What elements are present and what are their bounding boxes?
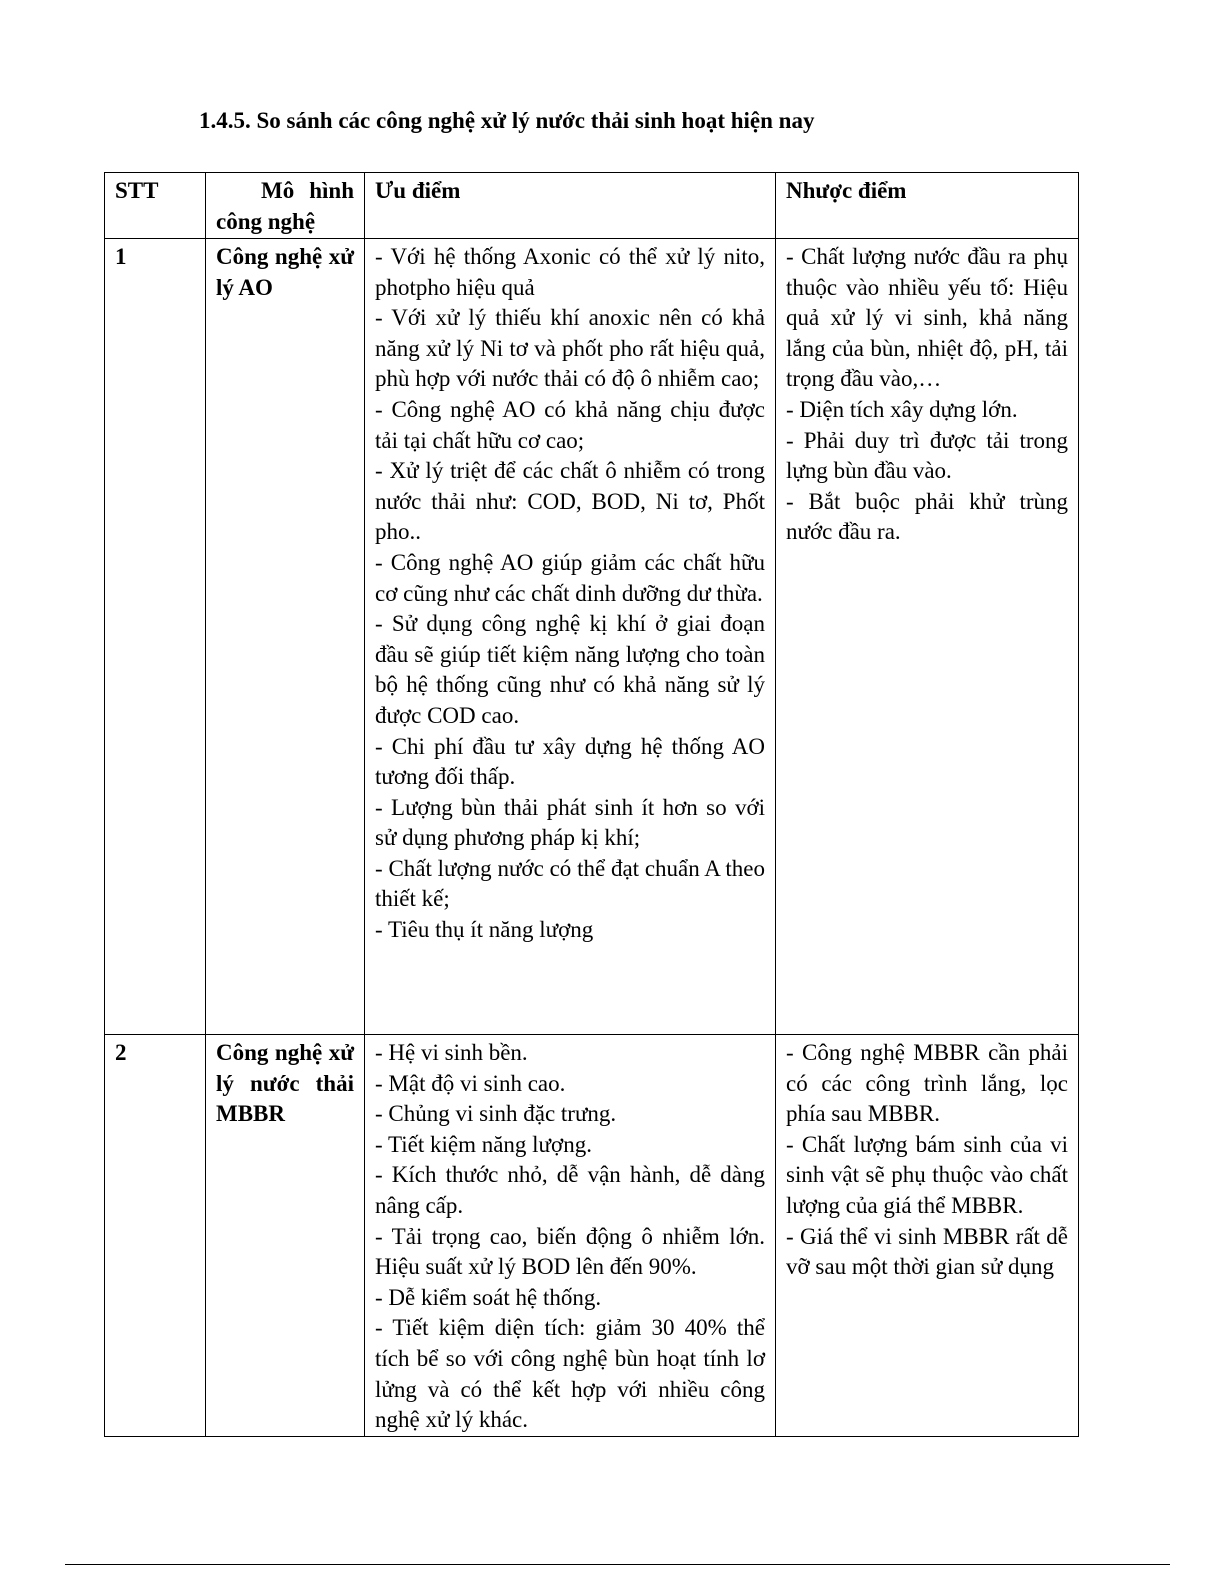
disadvantage-item: - Phải duy trì được tải trong lựng bùn đầu vào. [786, 427, 1068, 484]
header-advantages: Ưu điểm [365, 173, 776, 239]
advantage-item: - Với xử lý thiếu khí anoxic nên có khả năng xử lý Ni tơ và phốt pho rất hiệu quả, phù hợp với nước thải có độ ô nhiễm cao; [375, 305, 765, 392]
advantage-item: - Mật độ vi sinh cao. [375, 1070, 566, 1096]
table-header-row [105, 173, 1079, 239]
advantage-item: - Sử dụng công nghệ kị khí ở giai đoạn đầu sẽ giúp tiết kiệm năng lượng cho toàn bộ hệ thống cũng như có khả năng sử lý được COD cao. [375, 611, 765, 728]
row-model [206, 239, 365, 1035]
disadvantage-item: - Công nghệ MBBR cần phải có các công trình lắng, lọc phía sau MBBR. [786, 1040, 1068, 1127]
row-stt: 2 [105, 1035, 206, 1437]
disadvantage-item: - Chất lượng nước đầu ra phụ thuộc vào nhiều yếu tố: Hiệu quả xử lý vi sinh, khả năng lắng của bùn, nhiệt độ, pH, tải trọng đầu vào,… [786, 244, 1068, 392]
disadvantages-cell [776, 1035, 1079, 1437]
disadvantages-cell [776, 239, 1079, 1035]
header-stt: STT [105, 173, 206, 239]
advantage-item: - Lượng bùn thải phát sinh ít hơn so với sử dụng phương pháp kị khí; [375, 794, 765, 851]
advantage-item: - Chất lượng nước có thể đạt chuẩn A theo thiết kế; [375, 855, 765, 912]
advantage-item: - Tải trọng cao, biến động ô nhiễm lớn. Hiệu suất xử lý BOD lên đến 90%. [375, 1223, 765, 1280]
disadvantage-item: - Chất lượng bám sinh của vi sinh vật sẽ phụ thuộc vào chất lượng của giá thể MBBR. [786, 1131, 1068, 1218]
disadvantage-item: - Diện tích xây dựng lớn. [786, 396, 1018, 422]
header-disadvantages: Nhược điểm [776, 173, 1079, 239]
disadvantage-item: - Giá thể vi sinh MBBR rất dễ vỡ sau một thời gian sử dụng [786, 1223, 1068, 1280]
page-bottom-rule [65, 1564, 1170, 1565]
header-model-label: Mô hình công nghệ [216, 178, 354, 234]
row-stt: 1 [105, 239, 206, 1035]
advantages-cell [365, 239, 776, 1035]
advantage-item: - Công nghệ AO giúp giảm các chất hữu cơ cũng như các chất dinh dưỡng dư thừa. [375, 549, 765, 606]
advantage-item: - Xử lý triệt để các chất ô nhiễm có trong nước thải như: COD, BOD, Ni tơ, Phốt pho.. [375, 458, 765, 545]
advantage-item: - Chủng vi sinh đặc trưng. [375, 1101, 617, 1127]
model-name: Công nghệ xử lý AO [216, 244, 354, 300]
advantages-cell [365, 1035, 776, 1437]
advantage-item: - Tiết kiệm năng lượng. [375, 1131, 592, 1157]
table-row [105, 1035, 1079, 1437]
advantage-item: - Chi phí đầu tư xây dựng hệ thống AO tương đối thấp. [375, 733, 765, 790]
advantage-item: - Kích thước nhỏ, dễ vận hành, dễ dàng nâng cấp. [375, 1162, 765, 1218]
section-heading: 1.4.5. So sánh các công nghệ xử lý nước thải sinh hoạt hiện nay [199, 108, 815, 133]
row-model [206, 1035, 365, 1437]
disadvantage-item: - Bắt buộc phải khử trùng nước đầu ra. [786, 488, 1068, 545]
comparison-table [104, 172, 1079, 1437]
advantage-item: - Công nghệ AO có khả năng chịu được tải tại chất hữu cơ cao; [375, 396, 765, 453]
advantage-item: - Hệ vi sinh bền. [375, 1040, 528, 1065]
header-model [206, 173, 365, 239]
table-row [105, 239, 1079, 1035]
model-name: Công nghệ xử lý nước thải MBBR [216, 1040, 354, 1127]
advantage-item: - Tiết kiệm diện tích: giảm 30 40% thể tích bể so với công nghệ bùn hoạt tính lơ lửng và có thể kết hợp với nhiều công nghệ xử lý khác. [375, 1315, 765, 1433]
advantage-item: - Với hệ thống Axonic có thể xử lý nito, photpho hiệu quả [375, 244, 765, 300]
advantage-item: - Tiêu thụ ít năng lượng [375, 917, 594, 943]
advantage-item: - Dễ kiểm soát hệ thống. [375, 1284, 602, 1310]
